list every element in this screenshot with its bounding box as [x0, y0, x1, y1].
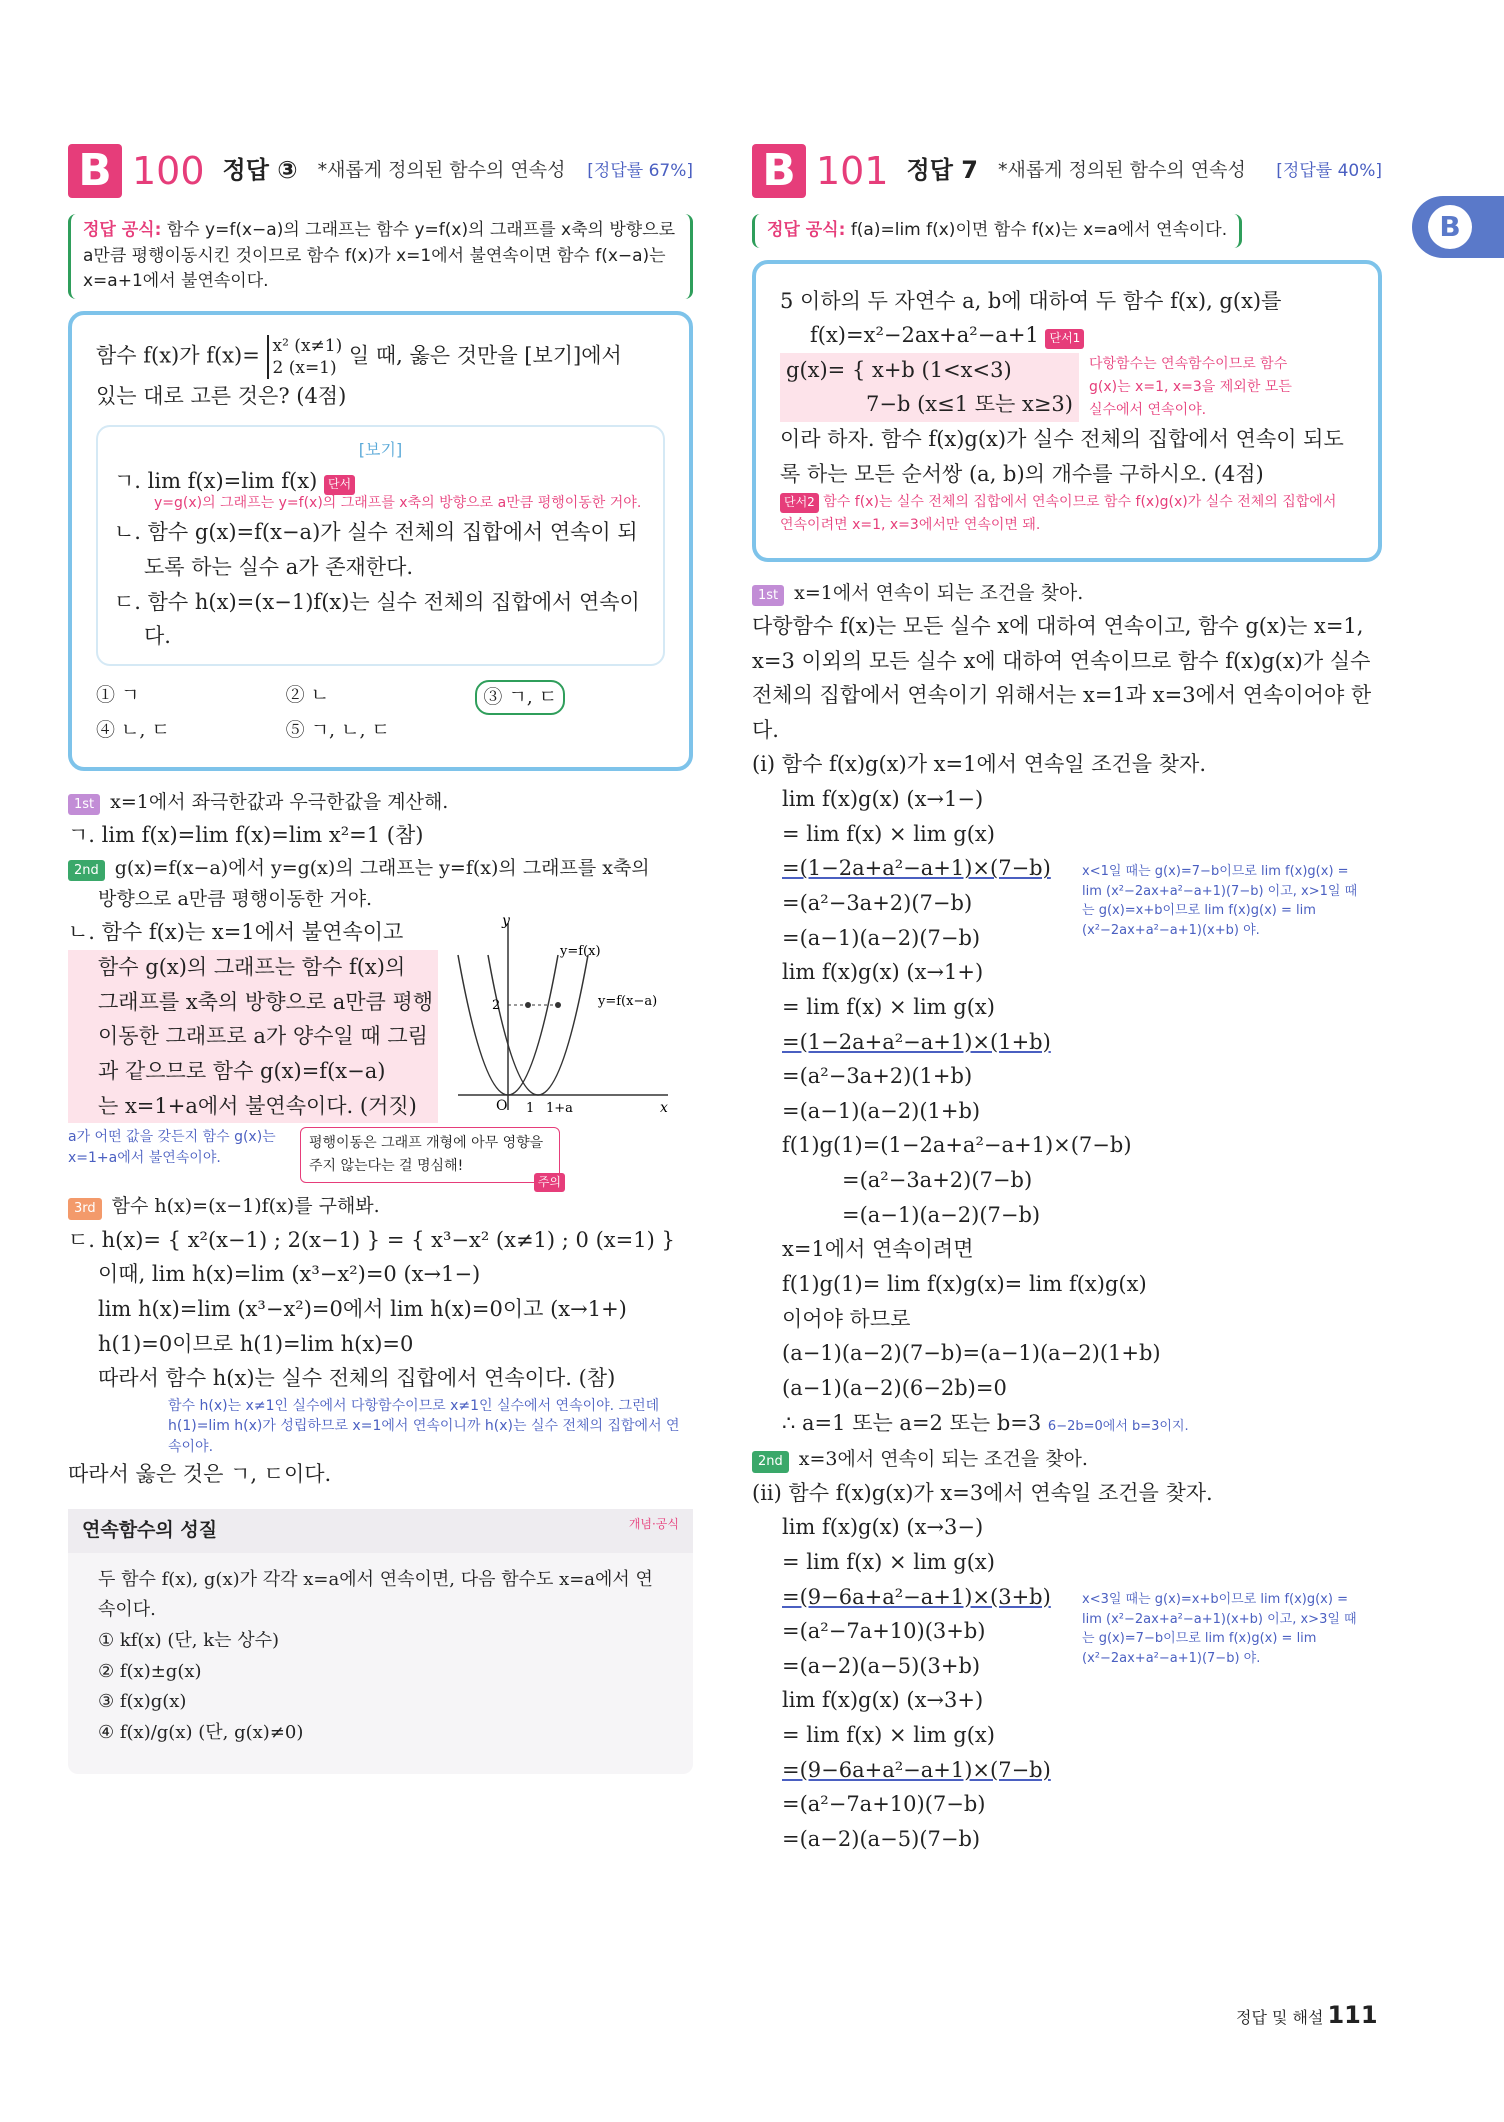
n-line-5: 과 같으므로 함수 g(x)=f(x−a): [68, 1054, 438, 1089]
notes-row: [68, 1127, 693, 1189]
property-3: ③ f(x)g(x): [98, 1691, 187, 1713]
correct-rate: [정답률 40%]: [1276, 160, 1382, 181]
eq1-lines: [752, 782, 1082, 1128]
side-note-2: x<3일 때는 g(x)=x+b이므로 lim f(x)g(x) = lim (x²−2ax+a²−a+1)(x+b) 이고, x>3일 때는 g(x)=7−b이므로 lim f(x)g(x) = lim (x²−2ax+a²−a+1)(7−b) 야.: [1082, 1592, 1357, 1666]
h-line-3: lim h(x)=lim (x³−x²)=0에서 lim h(x)=0이고 (x→1+): [98, 1297, 627, 1322]
answer-label: 정답 ③: [222, 156, 298, 185]
section-letter: B: [752, 144, 806, 198]
section-letter: B: [68, 144, 122, 198]
bogi-3b: 다.: [144, 624, 171, 649]
properties-body: [68, 1553, 693, 1761]
formula-text: f(a)=lim f(x)이면 함수 f(x)는 x=a에서 연속이다.: [850, 220, 1228, 240]
graph: [448, 915, 678, 1115]
eq1-9: =(a−1)(a−2)(1+b): [782, 1098, 981, 1123]
eq1-17: (a−1)(a−2)(6−2b)=0: [782, 1375, 1007, 1400]
conclusion: 따라서 옳은 것은 ㄱ, ㄷ이다.: [68, 1461, 332, 1486]
property-2: ② f(x)±g(x): [98, 1660, 202, 1682]
n-line-2: 함수 g(x)의 그래프는 함수 f(x)의: [68, 950, 438, 985]
step-tag-2: 2nd: [752, 1451, 789, 1472]
eq1-10: f(1)g(1)=(1−2a+a²−a+1)×(7−b): [782, 1133, 1132, 1158]
eq1-5: lim f(x)g(x) (x→1+): [782, 960, 984, 985]
formula-box: [752, 214, 1242, 248]
g-case-2: 7−b (x≤1 또는 x≥3): [866, 392, 1073, 417]
step-2-text: x=3에서 연속이 되는 조건을 찾아.: [798, 1448, 1088, 1471]
properties-header: [68, 1509, 693, 1552]
footer-label: 정답 및 해설: [1236, 2008, 1324, 2027]
f-def: f(x)=x²−2ax+a²−a+1: [810, 323, 1039, 348]
point-g: [555, 1002, 561, 1008]
g-def-row: [780, 353, 1354, 422]
solution-step-1: [68, 787, 693, 818]
hint2-tag: 단서2: [780, 493, 819, 513]
t-line-2: x=3 이외의 모든 실수 x에 대하여 연속이므로 함수 f(x)g(x)가 실수: [752, 648, 1371, 673]
properties-category: 개념·공식: [628, 1517, 679, 1532]
h-line-1: ㄷ. h(x)= { x²(x−1) ; 2(x−1) } = { x³−x² (x≠1) ; 0 (x=1) }: [68, 1227, 675, 1252]
n-line-4: 이동한 그래프로 a가 양수일 때 그림: [68, 1019, 438, 1054]
eq1-final-row: [782, 1406, 1382, 1441]
eq2-4: =(a−2)(a−5)(3+b): [782, 1653, 981, 1678]
step-tag-1: 1st: [752, 585, 784, 606]
hint2: [780, 491, 1354, 537]
answer-choices: [96, 680, 665, 747]
solution-line-g: ㄱ. lim f(x)=lim f(x)=lim x²=1 (참): [68, 823, 424, 848]
step-tag-2: 2nd: [68, 860, 105, 881]
eq1-4: =(a−1)(a−2)(7−b): [782, 925, 981, 950]
t-line-3: 전체의 집합에서 연속이기 위해서는 x=1과 x=3에서 연속이어야 한다.: [752, 683, 1372, 742]
property-1: ① kf(x) (단, k는 상수): [98, 1630, 280, 1652]
bogi-2b: 도록 하는 실수 a가 존재한다.: [144, 555, 414, 580]
choice-4[interactable]: ④ ㄴ, ㄷ: [96, 719, 170, 742]
formula-box: [68, 214, 693, 299]
formula-text: 함수 y=f(x−a)의 그래프는 함수 y=f(x)의 그래프를 x축의 방향으로 a만큼 평행이동시킨 것이므로 함수 f(x)가 x=1에서 불연속이면 함수 f(x−a)는 x=a+1에서 불연속이다.: [83, 220, 676, 291]
bogi-title: [보기]: [358, 440, 403, 460]
problem-header: [752, 140, 1382, 202]
tip-warn: 주의: [534, 1173, 565, 1193]
choice-2[interactable]: ② ㄴ: [285, 684, 330, 707]
solution-step-2: [752, 1444, 1382, 1475]
correct-rate: [정답률 67%]: [587, 160, 693, 181]
eq1-14: f(1)g(1)= lim f(x)g(x)= lim f(x)g(x): [782, 1272, 1147, 1297]
case-1: x² (x≠1): [272, 335, 343, 356]
step-1-text: x=1에서 연속이 되는 조건을 찾아.: [794, 581, 1084, 604]
eq1-15: 이어야 하므로: [782, 1306, 911, 1331]
p-line-2: [780, 318, 1354, 353]
step-2a: g(x)=f(x−a)에서 y=g(x)의 그래프는 y=f(x)의 그래프를 x축의: [114, 856, 650, 879]
page-footer: [1236, 1996, 1378, 2036]
y-label: y: [502, 915, 510, 930]
hint2-text: 함수 f(x)는 실수 전체의 집합에서 연속이므로 함수 f(x)g(x)가 실수 전체의 집합에서 연속이려면 x=1, x=3에서만 연속이면 돼.: [780, 494, 1337, 534]
f-label: y=f(x): [560, 944, 601, 960]
bogi-item-2: [114, 515, 647, 584]
section-tab: [1412, 196, 1504, 258]
point-f: [525, 1002, 531, 1008]
eq2-1: = lim f(x) × lim g(x): [782, 1549, 995, 1574]
properties-title: 연속함수의 성질: [82, 1519, 218, 1542]
eq1-block: [752, 782, 1382, 1128]
eq1-8: =(a²−3a+2)(1+b): [782, 1064, 973, 1089]
eq1-3: =(a²−3a+2)(7−b): [782, 891, 973, 915]
problem-header: [68, 140, 693, 202]
problem-suffix: 일 때, 옳은 것만을 [보기]에서: [348, 343, 622, 368]
step-2b: 방향으로 a만큼 평행이동한 거야.: [98, 888, 373, 911]
eq1-11: =(a²−3a+2)(7−b): [842, 1168, 1033, 1193]
topic: *새롭게 정의된 함수의 연속성: [317, 159, 566, 182]
problem-number: 101: [816, 148, 889, 193]
piecewise: [267, 335, 343, 379]
property-4: ④ f(x)/g(x) (단, g(x)≠0): [98, 1721, 304, 1743]
eq2-6: = lim f(x) × lim g(x): [782, 1723, 995, 1748]
eq2-lines: [752, 1510, 1082, 1856]
eq1-6: = lim f(x) × lim g(x): [782, 994, 995, 1019]
side-note-b3: 6−2b=0에서 b=3이지.: [1047, 1418, 1189, 1434]
page-number: 111: [1327, 2001, 1378, 2029]
eq1-12: =(a−1)(a−2)(7−b): [842, 1202, 1041, 1227]
problem-box: [68, 311, 693, 771]
eq1-13: x=1에서 연속이려면: [782, 1237, 974, 1262]
side-note-1: x<1일 때는 g(x)=7−b이므로 lim f(x)g(x) = lim (x²−2ax+a²−a+1)(7−b) 이고, x>1일 때는 g(x)=x+b이므로 lim f(x)g(x) = lim (x²−2ax+a²−a+1)(x+b) 야.: [1082, 864, 1358, 938]
section-tab-letter: B: [1428, 205, 1472, 249]
formula-label: 정답 공식:: [767, 220, 846, 240]
one-label: 1: [526, 1101, 535, 1116]
curve-g: [488, 955, 588, 1095]
tip-box: [300, 1127, 561, 1189]
eq2-block: [752, 1510, 1382, 1856]
solution-step-1: [752, 578, 1382, 609]
h-line-5: 따라서 함수 h(x)는 실수 전체의 집합에서 연속이다. (참): [98, 1366, 616, 1391]
step-3-text: 함수 h(x)=(x−1)f(x)를 구해봐.: [111, 1195, 380, 1218]
note-a: a가 어떤 값을 갖든지 함수 g(x)는 x=1+a에서 불연속이야.: [68, 1129, 276, 1166]
step-1-text: x=1에서 좌극한값과 우극한값을 계산해.: [110, 790, 449, 813]
n-line-1: ㄴ. 함수 f(x)는 x=1에서 불연속이고: [68, 920, 404, 945]
choice-3[interactable]: ③ ㄱ, ㄷ: [475, 680, 565, 715]
eq1-2: =(1−2a+a²−a+1)×(7−b): [782, 856, 1051, 881]
x-label: x: [660, 1100, 668, 1116]
g-label: y=f(x−a): [598, 994, 658, 1010]
bogi-2a: ㄴ. 함수 g(x)=f(x−a)가 실수 전체의 집합에서 연속이 되: [114, 520, 638, 545]
hint1-text: 다항함수는 연속함수이므로 함수 g(x)는 x=1, x=3을 제외한 모든 실수에서 연속이야.: [1088, 355, 1292, 418]
two-label: 2: [492, 998, 501, 1014]
h-line-2: 이때, lim h(x)=lim (x³−x²)=0 (x→1−): [98, 1262, 481, 1287]
eq2-0: lim f(x)g(x) (x→3−): [782, 1515, 984, 1540]
t-line-4: (i) 함수 f(x)g(x)가 x=1에서 연속일 조건을 찾자.: [752, 752, 1207, 777]
p-line-1: 5 이하의 두 자연수 a, b에 대하여 두 함수 f(x), g(x)를: [780, 288, 1282, 313]
eq1-7: =(1−2a+a²−a+1)×(1+b): [782, 1029, 1051, 1054]
eq2-7: =(9−6a+a²−a+1)×(7−b): [782, 1757, 1051, 1782]
eq1-1: = lim f(x) × lim g(x): [782, 821, 995, 846]
problem-box: [752, 260, 1382, 562]
eq1-rest: [752, 1128, 1382, 1440]
t-line-5: (ii) 함수 f(x)g(x)가 x=3에서 연속일 조건을 찾자.: [752, 1480, 1213, 1505]
problem-100: [68, 140, 693, 1774]
properties-box: [68, 1509, 693, 1774]
solution-step-2: [68, 853, 693, 916]
eq1-0: lim f(x)g(x) (x→1−): [782, 787, 984, 812]
solution-step-3: [68, 1191, 693, 1222]
hint-text: y=g(x)의 그래프는 y=f(x)의 그래프를 x축의 방향으로 a만큼 평행이동한 거야.: [154, 495, 642, 512]
one-plus-a-label: 1+a: [546, 1101, 573, 1116]
h-line-4: h(1)=0이므로 h(1)=lim h(x)=0: [98, 1331, 414, 1356]
step-tag-1: 1st: [68, 794, 100, 815]
problem-number: 100: [132, 148, 205, 193]
problem-prefix: 함수 f(x)가 f(x)=: [96, 343, 260, 368]
step-tag-3: 3rd: [68, 1198, 102, 1219]
eq2-5: lim f(x)g(x) (x→3+): [782, 1688, 984, 1713]
t-line-1: 다항함수 f(x)는 모든 실수 x에 대하여 연속이고, 함수 g(x)는 x=1,: [752, 613, 1364, 638]
problem-101: [752, 140, 1382, 1857]
hint-tag: 단서: [324, 475, 355, 495]
h-note: 함수 h(x)는 x≠1인 실수에서 다항함수이므로 x≠1인 실수에서 연속이야. 그런데 h(1)=lim h(x)가 성립하므로 x=1에서 연속이니까 h(x)는 실수 전체의 집합에서 연속이야.: [168, 1397, 680, 1455]
n-line-3: 그래프를 x축의 방향으로 a만큼 평행: [68, 985, 438, 1020]
eq1-16: (a−1)(a−2)(7−b)=(a−1)(a−2)(1+b): [782, 1341, 1161, 1366]
problem-line-1: [96, 335, 665, 379]
solution-n-block: [68, 915, 693, 1123]
case-2: 2 (x=1): [272, 357, 337, 378]
p-line-5: 록 하는 모든 순서쌍 (a, b)의 개수를 구하시오. (4점): [780, 461, 1264, 486]
bogi-3a: ㄷ. 함수 h(x)=(x−1)f(x)는 실수 전체의 집합에서 연속이: [114, 589, 640, 614]
answer-label: 정답 7: [906, 156, 978, 185]
eq2-3: =(a²−7a+10)(3+b): [782, 1619, 986, 1644]
eq1-18: ∴ a=1 또는 a=2 또는 b=3: [782, 1410, 1042, 1435]
eq2-2: =(9−6a+a²−a+1)×(3+b): [782, 1584, 1051, 1609]
p-line-4: 이라 하자. 함수 f(x)g(x)가 실수 전체의 집합에서 연속이 되도: [780, 427, 1344, 452]
problem-line-2: 있는 대로 고른 것은? (4점): [96, 383, 347, 408]
eq2-8: =(a²−7a+10)(7−b): [782, 1792, 986, 1817]
tip-text: 평행이동은 그래프 개형에 아무 영향을 주지 않는다는 걸 명심해!: [309, 1135, 544, 1175]
origin-label: O: [496, 1098, 508, 1115]
n-line-6: 는 x=1+a에서 불연속이다. (거짓): [68, 1089, 438, 1124]
choice-5[interactable]: ⑤ ㄱ, ㄴ, ㄷ: [285, 719, 390, 742]
topic: *새롭게 정의된 함수의 연속성: [997, 159, 1246, 182]
hint1-tag: 단서1: [1045, 329, 1084, 349]
choice-1[interactable]: ① ㄱ: [96, 684, 140, 707]
properties-intro: 두 함수 f(x), g(x)가 각각 x=a에서 연속이면, 다음 함수도 x=a에서 연속이다.: [98, 1568, 653, 1621]
formula-label: 정답 공식:: [83, 220, 162, 240]
bogi-item-3: [114, 585, 647, 654]
eq2-9: =(a−2)(a−5)(7−b): [782, 1827, 981, 1851]
g-case-1: g(x)= { x+b (1<x<3): [786, 357, 1012, 382]
g-def: [780, 353, 1079, 422]
bogi-box: [96, 425, 665, 666]
bogi-1-text: ㄱ. lim f(x)=lim f(x): [114, 468, 318, 493]
